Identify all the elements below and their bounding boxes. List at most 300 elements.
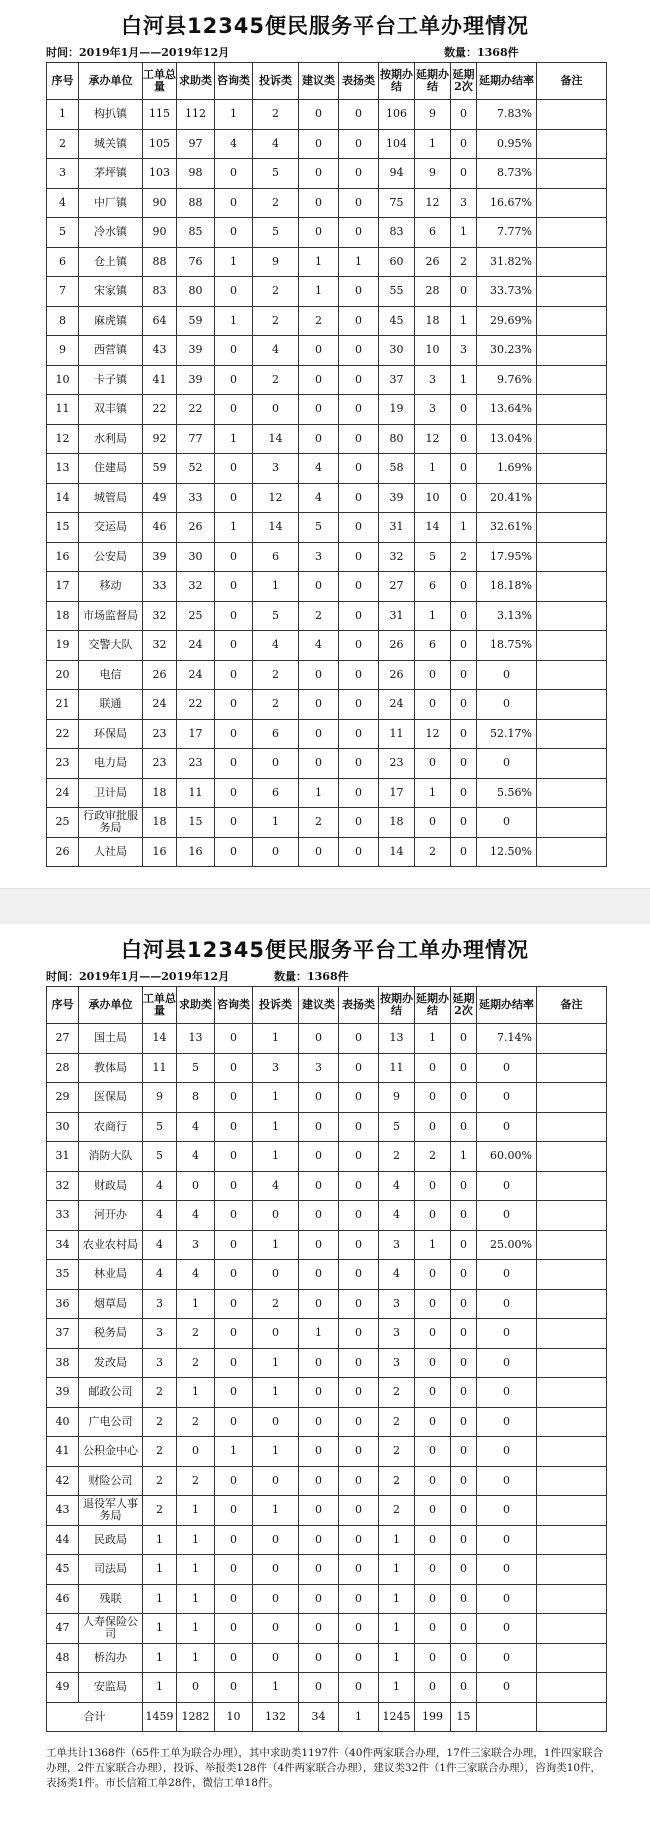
table-cell: 0 (415, 690, 451, 720)
table-cell: 5 (143, 1142, 177, 1172)
table-cell: 城管局 (79, 483, 143, 513)
table-cell (537, 778, 607, 808)
table-cell: 12 (253, 483, 299, 513)
column-header: 求助类 (177, 987, 215, 1024)
table-cell: 88 (177, 188, 215, 218)
table-cell: 1 (451, 306, 477, 336)
table-cell: 18 (143, 778, 177, 808)
table-cell: 0 (339, 631, 379, 661)
table-cell: 0 (339, 660, 379, 690)
table-cell: 西营镇 (79, 336, 143, 366)
table-cell: 18.18% (477, 572, 537, 602)
table-cell: 39 (379, 483, 415, 513)
table-cell: 23 (47, 749, 79, 779)
table-cell: 0 (215, 1319, 253, 1349)
table-cell: 1 (215, 247, 253, 277)
table-cell: 0 (451, 1289, 477, 1319)
page-title-2: 白河县12345便民服务平台工单办理情况 (120, 938, 530, 962)
table-cell: 0 (215, 277, 253, 307)
table-row (47, 837, 607, 867)
table-cell: 茅坪镇 (79, 159, 143, 189)
table-cell: 0 (477, 1201, 537, 1231)
table-cell: 0 (253, 1407, 299, 1437)
table-cell (537, 631, 607, 661)
table-cell: 15 (177, 808, 215, 838)
table-cell: 0 (339, 424, 379, 454)
table-cell (537, 1319, 607, 1349)
table-cell (537, 1673, 607, 1703)
table-cell (537, 1643, 607, 1673)
table-cell (537, 218, 607, 248)
table-cell: 0 (339, 1437, 379, 1467)
table-cell: 58 (379, 454, 415, 484)
column-header: 建议类 (299, 63, 339, 100)
table-cell: 0 (451, 1614, 477, 1644)
table-cell: 0 (299, 1348, 339, 1378)
table-cell: 0 (339, 1614, 379, 1644)
table-cell: 中厂镇 (79, 188, 143, 218)
table-cell: 77 (177, 424, 215, 454)
table-row (47, 336, 607, 366)
table-cell: 30.23% (477, 336, 537, 366)
table-cell: 32 (47, 1171, 79, 1201)
table-cell: 12 (415, 719, 451, 749)
table-row (47, 1112, 607, 1142)
table-cell: 0 (253, 1555, 299, 1585)
table-cell: 1 (177, 1555, 215, 1585)
table-cell: 1 (415, 601, 451, 631)
table-cell: 0 (451, 1083, 477, 1113)
table-cell: 0 (415, 1525, 451, 1555)
table-cell: 10 (47, 365, 79, 395)
table-cell: 22 (177, 395, 215, 425)
table-cell: 0 (253, 1584, 299, 1614)
table-cell: 17 (177, 719, 215, 749)
table-cell: 0 (339, 1171, 379, 1201)
table-row (47, 1584, 607, 1614)
table-cell: 38 (47, 1348, 79, 1378)
table-cell: 0 (451, 1673, 477, 1703)
table-row (47, 1407, 607, 1437)
table-cell (537, 837, 607, 867)
table-cell: 0 (215, 1584, 253, 1614)
table-row (47, 159, 607, 189)
column-header: 求助类 (177, 63, 215, 100)
table-cell: 0 (215, 454, 253, 484)
table-cell: 仓上镇 (79, 247, 143, 277)
table-cell: 0 (339, 306, 379, 336)
table-cell: 3 (379, 1289, 415, 1319)
table-cell: 0 (451, 719, 477, 749)
table-cell: 18 (379, 808, 415, 838)
table-cell: 24 (177, 631, 215, 661)
table-cell: 9 (379, 1083, 415, 1113)
table-cell: 0 (451, 690, 477, 720)
table-cell: 1 (253, 572, 299, 602)
table-cell: 83 (379, 218, 415, 248)
table-cell: 交运局 (79, 513, 143, 543)
table-cell: 1 (215, 306, 253, 336)
table-cell: 12 (47, 424, 79, 454)
table-cell: 0 (299, 1171, 339, 1201)
table-cell: 0 (339, 1348, 379, 1378)
table-cell: 25 (47, 808, 79, 838)
table-cell: 0 (215, 1407, 253, 1437)
table-row (47, 1053, 607, 1083)
table-cell (537, 100, 607, 130)
table-cell: 0 (339, 365, 379, 395)
table-cell: 1 (379, 1614, 415, 1644)
table-cell: 2 (143, 1407, 177, 1437)
table-cell: 45 (379, 306, 415, 336)
table-cell: 18 (143, 808, 177, 838)
table-cell: 0 (415, 660, 451, 690)
table-cell: 0 (177, 1171, 215, 1201)
table-cell: 43 (143, 336, 177, 366)
column-header: 投诉类 (253, 63, 299, 100)
table-cell: 0 (215, 1083, 253, 1113)
table-cell: 0 (451, 572, 477, 602)
table-cell: 22 (143, 395, 177, 425)
table-cell: 55 (379, 277, 415, 307)
table-cell: 37 (379, 365, 415, 395)
table-cell: 0 (215, 1201, 253, 1231)
table-cell: 税务局 (79, 1319, 143, 1349)
table-cell: 0 (253, 1201, 299, 1231)
column-header: 延期办结率 (477, 987, 537, 1024)
table-cell (537, 365, 607, 395)
table-cell: 0 (215, 1466, 253, 1496)
table-cell: 1 (253, 1083, 299, 1113)
table-cell: 0 (451, 100, 477, 130)
table-cell: 4 (143, 1230, 177, 1260)
table-body-1 (47, 100, 607, 867)
table-cell: 9 (253, 247, 299, 277)
table-cell: 2 (253, 365, 299, 395)
table-cell: 0 (339, 1112, 379, 1142)
table-cell: 0 (477, 808, 537, 838)
table-cell: 0 (299, 395, 339, 425)
table-cell (537, 1584, 607, 1614)
table-cell: 人社局 (79, 837, 143, 867)
table-cell: 1 (177, 1378, 215, 1408)
total-cell: 1459 (143, 1702, 177, 1732)
table-cell: 环保局 (79, 719, 143, 749)
table-cell: 0 (299, 1525, 339, 1555)
table-cell: 6 (47, 247, 79, 277)
table-cell: 0 (339, 1024, 379, 1054)
table-cell: 25.00% (477, 1230, 537, 1260)
table-cell: 0 (299, 1673, 339, 1703)
table-cell: 0 (177, 1673, 215, 1703)
table-cell: 0 (451, 1466, 477, 1496)
table-cell: 90 (143, 188, 177, 218)
table-cell: 4 (253, 336, 299, 366)
table-cell (537, 188, 607, 218)
table-cell: 33.73% (477, 277, 537, 307)
table-cell (537, 1466, 607, 1496)
table-cell: 4 (47, 188, 79, 218)
table-cell: 0 (299, 837, 339, 867)
table-cell: 0 (477, 1466, 537, 1496)
table-cell: 1 (177, 1584, 215, 1614)
table-cell: 59 (177, 306, 215, 336)
table-cell: 92 (143, 424, 177, 454)
table-row (47, 188, 607, 218)
table-cell (537, 159, 607, 189)
table-cell: 5 (143, 1112, 177, 1142)
table-cell: 0 (339, 1584, 379, 1614)
table-cell: 26 (177, 513, 215, 543)
table-cell (537, 749, 607, 779)
table-cell: 80 (379, 424, 415, 454)
table-cell: 64 (143, 306, 177, 336)
column-header: 工单总量 (143, 63, 177, 100)
table-cell: 0 (339, 454, 379, 484)
table-cell: 1 (215, 513, 253, 543)
table-row (47, 1083, 607, 1113)
table-cell: 24 (177, 660, 215, 690)
table-row (47, 749, 607, 779)
table-cell: 2 (379, 1496, 415, 1526)
table-cell: 0 (299, 1496, 339, 1526)
table-cell: 0 (253, 1260, 299, 1290)
table-cell: 39 (47, 1378, 79, 1408)
table-cell: 26 (47, 837, 79, 867)
table-cell: 联通 (79, 690, 143, 720)
table-cell: 0 (339, 542, 379, 572)
table-cell: 0 (299, 1142, 339, 1172)
column-header: 投诉类 (253, 987, 299, 1024)
table-cell: 13 (177, 1024, 215, 1054)
table-cell: 4 (177, 1260, 215, 1290)
table-cell: 6 (415, 572, 451, 602)
table-cell: 29.69% (477, 306, 537, 336)
table-cell: 24 (47, 778, 79, 808)
table-cell: 8 (47, 306, 79, 336)
table-row (47, 1024, 607, 1054)
table-cell: 5 (415, 542, 451, 572)
table-cell: 1 (253, 1112, 299, 1142)
table-cell (537, 719, 607, 749)
table-cell: 农商行 (79, 1112, 143, 1142)
table-cell: 41 (47, 1437, 79, 1467)
table-cell: 医保局 (79, 1083, 143, 1113)
table-row (47, 1466, 607, 1496)
table-cell: 8 (177, 1083, 215, 1113)
table-cell (537, 1614, 607, 1644)
table-cell: 0 (415, 1673, 451, 1703)
table-cell: 0 (339, 1643, 379, 1673)
table-cell: 0 (477, 1673, 537, 1703)
table-cell: 0 (215, 1171, 253, 1201)
table-cell: 21 (47, 690, 79, 720)
table-cell: 33 (143, 572, 177, 602)
table-cell: 0 (339, 1230, 379, 1260)
table-cell: 1 (143, 1614, 177, 1644)
table-cell: 16.67% (477, 188, 537, 218)
table-cell: 0 (415, 1614, 451, 1644)
table-cell: 42 (47, 1466, 79, 1496)
table-cell: 0 (415, 1112, 451, 1142)
table-cell: 林业局 (79, 1260, 143, 1290)
table-cell: 8.73% (477, 159, 537, 189)
table-cell: 1 (451, 513, 477, 543)
table-cell: 0 (339, 1525, 379, 1555)
column-header: 序号 (47, 63, 79, 100)
table-cell: 49 (143, 483, 177, 513)
table-cell: 4 (215, 129, 253, 159)
table-cell: 4 (299, 454, 339, 484)
table-cell: 14 (143, 1024, 177, 1054)
table-cell: 卫计局 (79, 778, 143, 808)
table-cell: 安监局 (79, 1673, 143, 1703)
table-cell: 0 (477, 1643, 537, 1673)
table-cell: 1 (451, 365, 477, 395)
table-cell: 39 (143, 542, 177, 572)
table-cell: 0 (299, 1024, 339, 1054)
table-cell: 电信 (79, 660, 143, 690)
column-header: 表扬类 (339, 987, 379, 1024)
table-cell: 0 (451, 1201, 477, 1231)
table-cell: 17 (379, 778, 415, 808)
table-cell: 0 (451, 1230, 477, 1260)
table-cell: 19 (379, 395, 415, 425)
table-cell: 0 (451, 1525, 477, 1555)
table-cell: 城关镇 (79, 129, 143, 159)
table-cell: 0 (339, 572, 379, 602)
table-cell: 0 (451, 749, 477, 779)
table-cell: 12 (415, 424, 451, 454)
table-cell: 0 (339, 1053, 379, 1083)
table-cell: 13 (379, 1024, 415, 1054)
table-row (47, 513, 607, 543)
table-cell: 2 (177, 1319, 215, 1349)
table-cell (537, 336, 607, 366)
table-cell: 0 (339, 218, 379, 248)
table-cell: 2 (451, 247, 477, 277)
table-cell: 0 (215, 159, 253, 189)
table-cell: 2 (299, 306, 339, 336)
table-cell (537, 277, 607, 307)
table-cell: 104 (379, 129, 415, 159)
table-cell: 0 (415, 1319, 451, 1349)
table-cell: 2 (253, 306, 299, 336)
table-cell: 1 (253, 1348, 299, 1378)
table-page-1 (0, 0, 650, 888)
table-cell: 2 (253, 660, 299, 690)
table-cell: 0 (215, 336, 253, 366)
table-cell: 3 (253, 454, 299, 484)
total-cell: 199 (415, 1702, 451, 1732)
table-cell: 37 (47, 1319, 79, 1349)
table-row (47, 660, 607, 690)
table-cell: 2 (379, 1437, 415, 1467)
table-cell (537, 1289, 607, 1319)
table-row (47, 1201, 607, 1231)
table-cell: 18 (47, 601, 79, 631)
table-cell: 0 (299, 129, 339, 159)
table-cell: 0 (415, 1378, 451, 1408)
table-cell: 发改局 (79, 1348, 143, 1378)
table-cell: 0 (339, 749, 379, 779)
table-cell: 16 (143, 837, 177, 867)
table-cell: 6 (253, 778, 299, 808)
table-cell: 1 (143, 1673, 177, 1703)
table-cell: 10 (415, 336, 451, 366)
table-cell: 33 (47, 1201, 79, 1231)
table-cell (537, 1053, 607, 1083)
table-cell: 85 (177, 218, 215, 248)
table-cell: 25 (177, 601, 215, 631)
table-cell: 112 (177, 100, 215, 130)
table-cell: 冷水镇 (79, 218, 143, 248)
table-cell: 9.76% (477, 365, 537, 395)
table-cell: 0 (299, 1437, 339, 1467)
table-cell: 23 (379, 749, 415, 779)
table-cell: 98 (177, 159, 215, 189)
table-cell: 5 (379, 1112, 415, 1142)
table-cell: 0 (299, 1407, 339, 1437)
table-cell: 15 (47, 513, 79, 543)
table-cell: 0 (451, 1496, 477, 1526)
table-cell: 5.56% (477, 778, 537, 808)
table-cell: 4 (379, 1201, 415, 1231)
table-cell: 1 (215, 1437, 253, 1467)
table-cell: 1 (177, 1614, 215, 1644)
table-cell: 民政局 (79, 1525, 143, 1555)
column-header: 延期办结率 (477, 63, 537, 100)
table-cell: 0 (299, 1083, 339, 1113)
table-cell: 0 (177, 1437, 215, 1467)
table-cell: 0 (215, 808, 253, 838)
table-cell: 司法局 (79, 1555, 143, 1585)
table-cell (537, 808, 607, 838)
table-cell: 1 (451, 218, 477, 248)
table-cell: 4 (143, 1260, 177, 1290)
total-row (47, 1702, 607, 1732)
total-cell: 1245 (379, 1702, 415, 1732)
table-cell: 0 (451, 1348, 477, 1378)
table-cell: 0 (339, 129, 379, 159)
table-cell: 住建局 (79, 454, 143, 484)
table-cell: 4 (253, 129, 299, 159)
table-cell: 0 (215, 1230, 253, 1260)
table-cell: 60.00% (477, 1142, 537, 1172)
table-cell: 0 (215, 542, 253, 572)
table-cell: 0 (451, 778, 477, 808)
table-cell: 76 (177, 247, 215, 277)
ticket-count: 数量：1368件 (444, 46, 519, 59)
table-cell: 27 (47, 1024, 79, 1054)
table-cell: 97 (177, 129, 215, 159)
column-header: 延期2次 (451, 63, 477, 100)
table-cell: 14 (47, 483, 79, 513)
table-cell: 40 (47, 1407, 79, 1437)
table-cell: 17 (47, 572, 79, 602)
table-cell (537, 601, 607, 631)
table-cell: 0 (477, 1053, 537, 1083)
table-cell: 47 (47, 1614, 79, 1644)
table-cell: 国土局 (79, 1024, 143, 1054)
table-cell: 0 (415, 1289, 451, 1319)
table-cell: 13.04% (477, 424, 537, 454)
table-cell: 33 (177, 483, 215, 513)
table-cell: 0 (215, 1496, 253, 1526)
table-cell: 3.13% (477, 601, 537, 631)
table-cell: 0 (339, 719, 379, 749)
column-header: 承办单位 (79, 987, 143, 1024)
